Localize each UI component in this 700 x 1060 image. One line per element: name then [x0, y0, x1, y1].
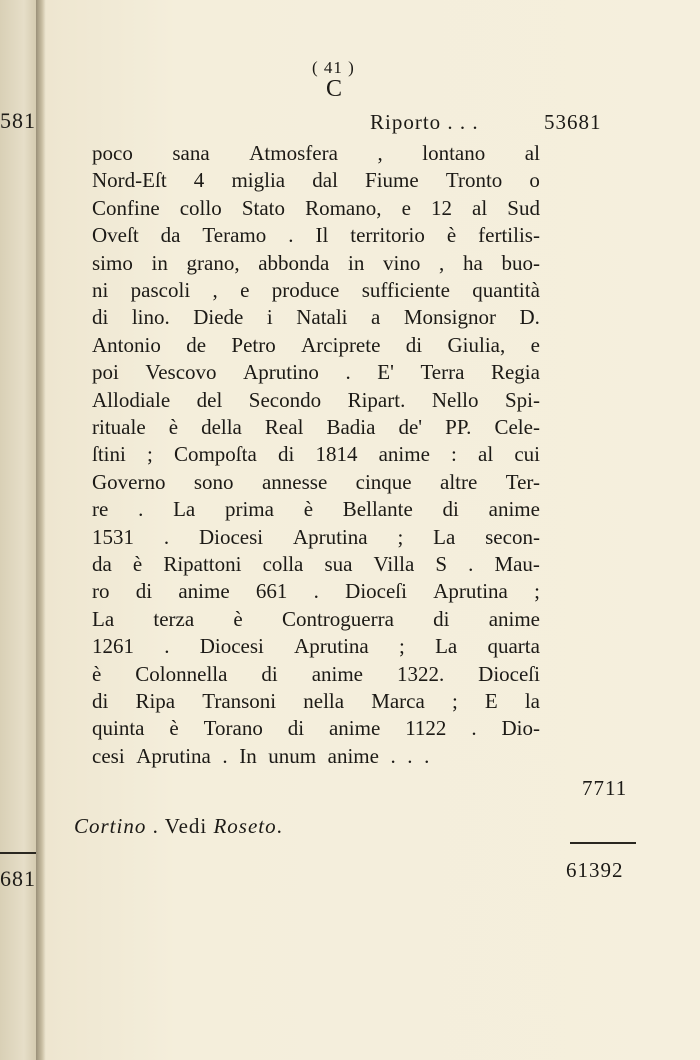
text-word: sana: [172, 141, 210, 165]
previous-page-edge: [0, 0, 40, 1060]
text-word: .: [424, 743, 430, 768]
text-word: ;: [534, 579, 540, 604]
text-line: [92, 222, 540, 248]
text-word: terza: [153, 606, 195, 631]
text-word: ,: [377, 141, 383, 165]
text-word: Allodiale: [92, 387, 171, 412]
text-word: è: [168, 415, 179, 439]
text-word: Mau-: [494, 552, 540, 576]
text-word: di: [92, 689, 109, 713]
text-word: Spi-: [504, 387, 540, 412]
text-word: Monsignor: [403, 305, 496, 330]
text-word: di: [135, 579, 153, 604]
text-word: de': [398, 415, 423, 439]
text-word: .: [222, 743, 228, 768]
text-word: e: [530, 332, 540, 357]
text-line: [92, 496, 540, 522]
text-word: grano,: [186, 250, 240, 275]
text-word: Dioceſi: [345, 579, 407, 604]
text-word: quinta: [92, 716, 145, 741]
previous-page-carry-top: 581: [0, 108, 36, 133]
text-line: [92, 743, 540, 769]
text-word: di: [261, 661, 278, 686]
text-word: lontano: [422, 141, 486, 165]
text-line: [92, 578, 540, 604]
text-word: e: [240, 278, 250, 302]
text-line: [92, 277, 540, 303]
text-word: ;: [451, 689, 458, 713]
text-word: e: [401, 195, 411, 220]
text-word: di: [433, 606, 450, 631]
text-word: La: [92, 606, 115, 631]
text-word: sua: [324, 552, 353, 576]
previous-page-carry-bottom: 681: [0, 866, 36, 891]
text-line: [92, 414, 540, 440]
text-word: :: [451, 442, 457, 467]
text-line: [92, 715, 540, 741]
text-word: di: [442, 497, 459, 522]
text-word: al: [478, 442, 494, 467]
text-word: Giulia,: [447, 332, 506, 357]
text-line: [92, 304, 540, 330]
text-word: ;: [397, 524, 404, 549]
text-word: E': [377, 360, 394, 385]
text-word: Torano: [203, 716, 263, 741]
text-word: Vescovo: [145, 360, 217, 385]
subtotal-value: 7711: [582, 776, 628, 800]
text-word: ha: [462, 250, 483, 275]
text-word: territorio: [350, 223, 425, 248]
text-word: è: [92, 661, 102, 686]
text-word: Diocesi: [198, 524, 264, 549]
text-word: fertilis-: [478, 223, 540, 248]
text-word: Natali: [296, 305, 348, 330]
text-word: buo-: [501, 250, 540, 275]
text-word: pascoli: [130, 278, 191, 302]
text-word: cui: [514, 442, 540, 467]
signature-mark: C: [326, 76, 344, 102]
text-word: Il: [315, 223, 329, 248]
text-word: secon-: [485, 524, 540, 549]
text-line: [92, 551, 540, 577]
text-line: [92, 250, 540, 276]
text-word: Badia: [326, 415, 376, 439]
text-word: Diocesi: [199, 634, 264, 659]
text-word: .: [471, 716, 477, 741]
cortino-reference: Roseto: [213, 814, 277, 838]
text-word: Marca: [371, 689, 425, 713]
text-word: rituale: [92, 415, 146, 439]
text-word: ro: [92, 579, 110, 604]
text-word: di: [92, 305, 109, 330]
text-word: Ripattoni: [163, 552, 242, 576]
text-word: collo: [179, 195, 222, 220]
text-word: del: [196, 387, 223, 412]
text-word: o: [529, 168, 540, 193]
text-word: Governo: [92, 469, 166, 494]
page-number: ( 41 ): [312, 58, 355, 77]
text-word: Aprutino: [243, 360, 319, 385]
text-line: [92, 688, 540, 714]
text-word: Ter-: [505, 469, 540, 494]
cortino-name: Cortino: [74, 814, 147, 838]
text-word: della: [201, 415, 242, 439]
text-word: poi: [92, 360, 119, 385]
text-word: ni: [92, 278, 109, 302]
text-word: In: [239, 743, 257, 768]
text-word: Terra: [420, 360, 465, 385]
text-word: La: [173, 497, 196, 522]
text-word: Arciprete: [301, 332, 381, 357]
text-word: Villa: [373, 552, 415, 576]
text-word: annesse: [261, 469, 328, 494]
text-word: 661: [255, 579, 288, 604]
text-word: anime: [378, 442, 430, 467]
text-word: in: [348, 250, 365, 275]
text-word: Ripa: [135, 689, 176, 713]
text-word: 12: [430, 195, 452, 220]
text-word: .: [345, 360, 351, 385]
text-word: Secondo: [248, 387, 322, 412]
text-word: Stato: [241, 195, 285, 220]
text-word: sono: [193, 469, 234, 494]
text-word: .: [390, 743, 396, 768]
text-word: Cele-: [494, 415, 540, 439]
text-word: 1814: [315, 442, 358, 467]
text-word: unum: [268, 743, 317, 768]
text-word: ſtini: [92, 442, 126, 467]
total-value: 61392: [566, 858, 624, 882]
text-word: Sud: [507, 195, 540, 220]
text-word: di: [277, 442, 295, 467]
text-word: Real: [264, 415, 304, 439]
text-word: de: [186, 332, 207, 357]
cortino-entry: [74, 814, 283, 839]
text-line: [92, 524, 540, 550]
text-line: [92, 332, 540, 358]
text-word: E: [484, 689, 498, 713]
text-word: è: [132, 552, 143, 576]
text-word: è: [446, 223, 457, 248]
text-line: [92, 469, 540, 495]
text-word: Diede: [193, 305, 244, 330]
text-word: nella: [303, 689, 345, 713]
text-line: [92, 140, 540, 166]
text-word: .: [288, 223, 294, 248]
text-word: Tronto: [445, 168, 503, 193]
text-word: anime: [311, 661, 363, 686]
text-word: Dioceſi: [478, 661, 540, 686]
text-word: Fiume: [365, 168, 419, 193]
text-word: Colonnella: [135, 661, 228, 686]
text-word: Oveſt: [92, 223, 139, 248]
text-word: Regia: [490, 360, 540, 385]
text-line: [92, 387, 540, 413]
text-line: [92, 606, 540, 632]
text-word: ,: [212, 278, 218, 302]
riporto-label: Riporto . . .: [370, 110, 479, 134]
text-word: simo: [92, 250, 133, 275]
text-word: è: [169, 716, 179, 741]
riporto-value: 53681: [544, 110, 602, 134]
text-word: Nello: [431, 387, 479, 412]
text-word: quantità: [472, 278, 540, 302]
text-word: PP.: [445, 415, 472, 439]
text-word: Confine: [92, 195, 160, 220]
text-word: Petro: [231, 332, 276, 357]
text-line: [92, 195, 540, 221]
text-word: Aprutina: [292, 524, 368, 549]
text-line: [92, 167, 540, 193]
text-word: di: [287, 716, 305, 741]
text-word: Nord-Eſt: [92, 168, 167, 193]
text-word: altre: [440, 469, 478, 494]
text-word: .: [164, 634, 170, 659]
text-word: ,: [439, 250, 445, 275]
text-word: .: [138, 497, 144, 522]
text-word: re: [92, 497, 109, 522]
text-word: di: [405, 332, 423, 357]
text-word: poco: [92, 141, 133, 165]
text-word: cinque: [355, 469, 412, 494]
text-word: D.: [519, 305, 540, 330]
text-line: [92, 359, 540, 385]
text-word: al: [524, 141, 540, 165]
text-word: da: [92, 552, 112, 576]
text-word: a: [371, 305, 381, 330]
total-rule: [570, 842, 636, 844]
text-word: Ripart.: [347, 387, 406, 412]
text-word: la: [524, 689, 540, 713]
text-word: dal: [312, 168, 338, 193]
text-word: è: [233, 606, 243, 631]
text-word: prima: [224, 497, 274, 522]
text-line: [92, 441, 540, 467]
cortino-end: .: [276, 814, 283, 838]
text-word: S: [435, 552, 448, 576]
text-line: [92, 661, 540, 687]
text-word: .: [468, 552, 474, 576]
text-word: 1531: [92, 524, 134, 549]
text-line: [92, 633, 540, 659]
text-word: La: [433, 524, 456, 549]
text-word: Antonio: [92, 332, 161, 357]
text-word: Atmosfera: [249, 141, 338, 165]
text-word: anime: [328, 716, 381, 741]
text-word: Dio-: [501, 716, 540, 741]
text-word: ;: [399, 634, 405, 659]
text-word: Romano,: [305, 195, 382, 220]
text-word: da: [160, 223, 181, 248]
text-word: Aprutina: [136, 743, 211, 768]
text-word: produce: [271, 278, 340, 302]
text-word: lino.: [131, 305, 170, 330]
text-word: .: [407, 743, 413, 768]
text-word: Bellante: [342, 497, 413, 522]
text-word: Transoni: [202, 689, 277, 713]
text-word: abbonda: [258, 250, 330, 275]
text-word: sufficiente: [361, 278, 450, 302]
text-word: è: [303, 497, 314, 522]
text-word: 1261: [92, 634, 134, 659]
text-word: vino: [383, 250, 421, 275]
text-word: anime: [327, 743, 379, 768]
text-word: anime: [488, 497, 540, 522]
text-word: Controguerra: [281, 606, 394, 631]
book-gutter: [36, 0, 46, 1060]
text-word: ;: [146, 442, 153, 467]
text-word: 1122: [405, 716, 447, 741]
previous-page-rule: [0, 852, 36, 854]
text-word: quarta: [487, 634, 540, 659]
text-word: .: [313, 579, 319, 604]
text-word: anime: [488, 606, 540, 631]
text-word: La: [435, 634, 458, 659]
text-word: .: [163, 524, 170, 549]
text-word: al: [472, 195, 488, 220]
text-word: anime: [178, 579, 230, 604]
text-word: Aprutina: [433, 579, 508, 604]
cortino-vedi: . Vedi: [152, 814, 208, 838]
text-word: Teramo: [202, 223, 267, 248]
text-word: 1322.: [396, 661, 445, 686]
text-word: in: [151, 250, 168, 275]
text-word: Compoſta: [173, 442, 257, 467]
text-word: cesi: [92, 743, 125, 768]
text-word: i: [266, 305, 273, 330]
text-word: miglia: [231, 168, 286, 193]
text-word: colla: [262, 552, 304, 576]
text-word: Aprutina: [294, 634, 369, 659]
text-word: 4: [193, 168, 205, 193]
